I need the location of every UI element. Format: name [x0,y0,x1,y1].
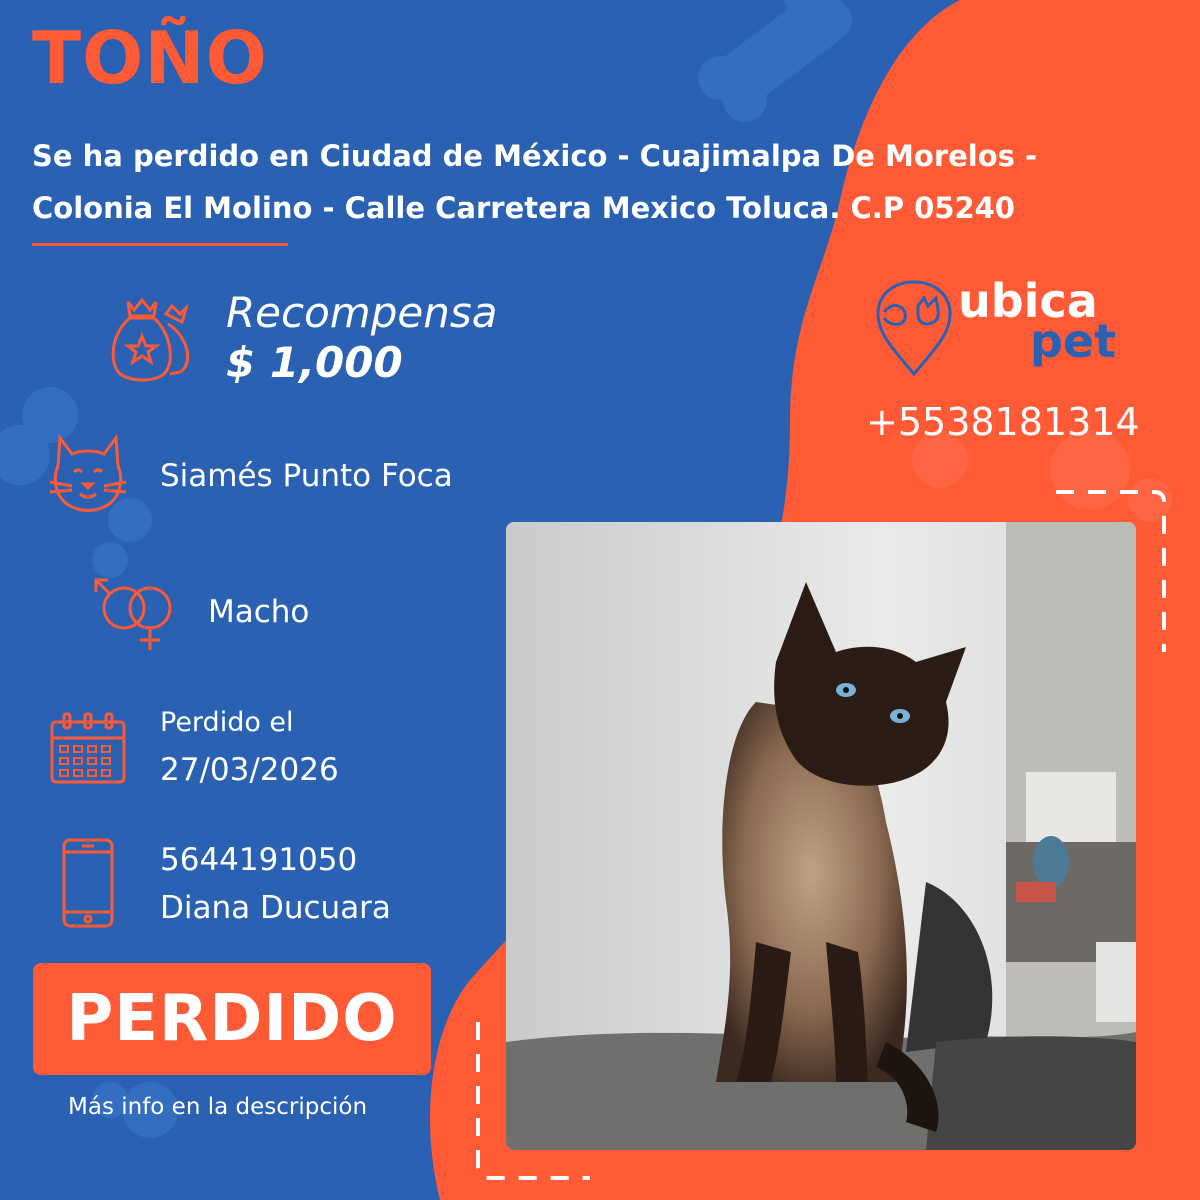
contact-phone: 5644191050 [160,842,358,878]
ubica-pet-logo [868,274,1118,388]
more-info-text: Más info en la descripción [68,1094,368,1120]
lost-date-value: 27/03/2026 [160,752,339,788]
contact-block [160,836,391,932]
smartphone-icon [62,838,114,928]
sex-text: Macho [208,594,310,630]
money-bags-icon [104,292,196,384]
cat-photo-illustration [506,522,1136,1150]
status-badge [33,963,431,1075]
contact-name: Diana Ducuara [160,890,391,926]
reward-block [226,288,497,388]
reward-label: Recompensa [226,288,498,337]
cat-face-icon [46,432,130,516]
lost-location-text: Se ha perdido en Ciudad de México - Cuajimalpa De Morelos - Colonia El Molino - Calle Carretera Mexico Toluca. C.P 05240 [32,139,1038,225]
divider [32,243,288,246]
brand-phone: +5538181314 [866,400,1140,444]
breed-text: Siamés Punto Foca [160,458,453,494]
pet-name-title: TOÑO [32,16,268,100]
pet-photo [506,522,1136,1150]
location-pin-icon [874,280,954,376]
reward-amount: $ 1,000 [226,338,403,387]
logo-text-pet: pet [1030,314,1117,368]
lost-date-label: Perdido el [160,707,294,738]
lost-date-block [160,700,339,794]
status-label: PERDIDO [66,982,398,1056]
logo-text-ubica: ubica [958,274,1098,328]
gender-icon [92,572,180,654]
calendar-icon [50,712,126,784]
